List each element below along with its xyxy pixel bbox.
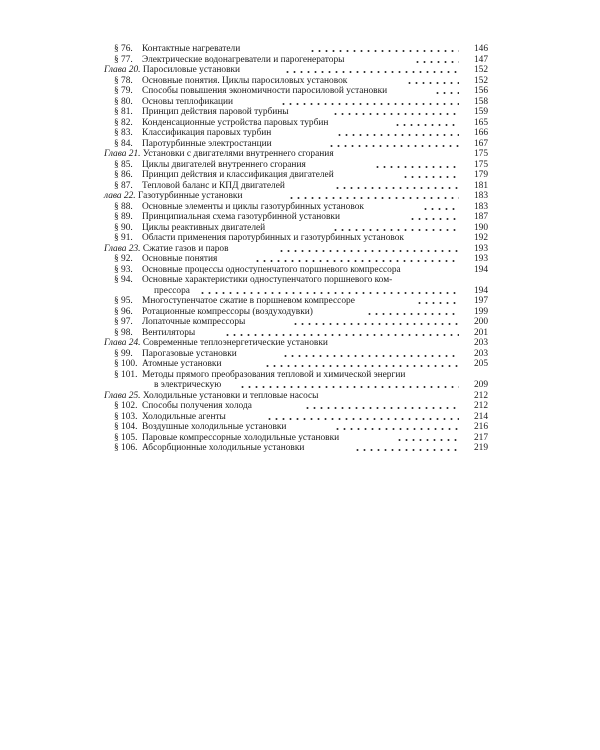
chapter-heading <box>104 391 318 402</box>
toc-section-entry <box>104 307 488 318</box>
section-title: Циклы реактивных двигателей <box>142 222 266 233</box>
page-number: 212 <box>473 401 488 411</box>
section-number: § 81. <box>114 107 133 117</box>
chapter-label: Глава 24. <box>104 338 141 348</box>
section-title: Вентиляторы <box>142 327 196 338</box>
page-number: 165 <box>473 117 488 128</box>
section-title: Паротурбинные электростанции <box>142 138 272 149</box>
page-number: 166 <box>473 128 488 138</box>
section-title-continuation: в электрическую <box>154 380 222 390</box>
toc-section-entry <box>104 265 488 276</box>
toc-section-entry <box>104 443 488 454</box>
chapter-heading <box>104 149 334 160</box>
dot-leader <box>328 145 459 147</box>
section-number: § 86. <box>114 170 133 180</box>
dot-leader <box>366 313 459 315</box>
page-number: 199 <box>473 306 488 317</box>
toc-section-entry <box>104 422 488 433</box>
toc-section-entry <box>104 370 488 391</box>
dot-leader <box>264 365 459 367</box>
toc-section-entry <box>104 317 488 328</box>
section-title: Основные понятия. Циклы паросиловых установок <box>142 75 348 86</box>
section-title: Основы теплофикации <box>142 96 234 107</box>
toc-section-entry <box>104 359 488 370</box>
dot-leader <box>280 103 459 105</box>
section-title: Основные элементы и циклы газотурбинных установок <box>142 201 364 212</box>
section-title: Циклы двигателей внутреннего сгорания <box>142 159 306 170</box>
dot-leader <box>284 71 459 73</box>
page-number: 193 <box>473 243 488 254</box>
dot-leader <box>402 176 459 178</box>
section-title: Паровые компрессорные холодильные установки <box>142 432 340 443</box>
dot-leader <box>282 355 459 357</box>
section-number: § 79. <box>114 86 133 96</box>
toc-section-entry <box>104 349 488 360</box>
section-number: § 94. <box>114 275 133 285</box>
toc-chapter-entry <box>104 191 488 202</box>
toc-section-entry <box>104 212 488 223</box>
page-number: 209 <box>473 380 488 390</box>
page-number: 147 <box>473 54 488 65</box>
page-number: 183 <box>473 201 488 212</box>
page-number: 194 <box>473 285 488 296</box>
chapter-title: Газотурбинные установки <box>135 191 243 201</box>
toc-chapter-entry <box>104 149 488 160</box>
dot-leader <box>288 197 459 199</box>
section-title: Воздушные холодильные установки <box>142 422 287 432</box>
page-number: 190 <box>473 222 488 233</box>
page-number: 193 <box>473 254 488 264</box>
page-number: 175 <box>473 149 488 159</box>
chapter-title: Холодильные установки и тепловые насосы <box>140 390 319 401</box>
section-number: § 89. <box>114 212 133 222</box>
section-number: § 77. <box>114 54 133 65</box>
chapter-title: Сжатие газов и паров <box>140 243 229 254</box>
page-number: 203 <box>473 348 488 359</box>
page-number: 216 <box>473 422 488 432</box>
section-title: Принцип действия паровой турбины <box>142 107 289 117</box>
section-number: § 80. <box>114 96 133 107</box>
section-number: § 90. <box>114 222 133 233</box>
chapter-title: Паросиловые установки <box>140 65 241 75</box>
toc-section-entry <box>104 223 488 234</box>
toc-section-entry <box>104 97 488 108</box>
chapter-title: Установки с двигателями внутреннего сгорания <box>140 149 334 159</box>
chapter-heading <box>104 65 240 76</box>
page-number: 205 <box>473 359 488 369</box>
page-number: 152 <box>473 75 488 86</box>
section-number: § 91. <box>114 233 133 243</box>
section-number: § 88. <box>114 201 133 212</box>
section-title: Основные процессы одноступенчатого поршневого компрессора <box>142 264 401 275</box>
section-title: Основные характеристики одноступенчатого поршневого ком- <box>142 275 393 285</box>
toc-section-entry <box>104 170 488 181</box>
chapter-label: лава 22. <box>104 191 136 201</box>
section-title: Способы повышения экономичности паросиловой установки <box>142 86 388 96</box>
dot-leader <box>394 124 459 126</box>
page-number: 183 <box>473 191 488 201</box>
page-number: 152 <box>473 65 488 75</box>
section-title: Конденсационные устройства паровых турбин <box>142 117 329 128</box>
page-number: 203 <box>473 338 488 348</box>
page-number: 192 <box>473 233 488 243</box>
page-number: 214 <box>473 411 488 422</box>
section-number: § 87. <box>114 180 133 191</box>
section-title: Методы прямого преобразования тепловой и химической энергии <box>142 369 406 380</box>
toc-chapter-entry <box>104 391 488 402</box>
toc-section-entry <box>104 118 488 129</box>
chapter-label: Глава 23. <box>104 243 141 254</box>
dot-leader <box>414 61 459 63</box>
chapter-label: Глава 25. <box>104 390 141 401</box>
section-title: Контактные нагреватели <box>142 44 241 54</box>
toc-section-entry <box>104 44 488 55</box>
section-number: § 93. <box>114 264 133 275</box>
section-title: Тепловой баланс и КПД двигателей <box>142 180 285 191</box>
page-number: 159 <box>473 107 488 117</box>
section-number: § 100. <box>114 359 138 369</box>
section-number: § 85. <box>114 159 133 170</box>
dot-leader <box>239 386 459 388</box>
dot-leader <box>422 208 459 210</box>
toc-section-entry <box>104 107 488 118</box>
dot-leader <box>292 323 459 325</box>
section-number: § 103. <box>114 411 138 422</box>
section-title: Абсорбционные холодильные установки <box>142 443 305 453</box>
table-of-contents <box>104 44 488 454</box>
toc-section-entry <box>104 401 488 412</box>
section-number: § 104. <box>114 422 138 432</box>
section-number: § 95. <box>114 296 133 306</box>
dot-leader <box>278 250 459 252</box>
chapter-heading <box>104 338 328 349</box>
dot-leader <box>224 334 459 336</box>
page-number: 187 <box>473 212 488 222</box>
page-number: 156 <box>473 86 488 96</box>
section-title: Принцип действия и классификация двигателей <box>142 170 334 180</box>
toc-section-entry <box>104 181 488 192</box>
dot-leader <box>266 418 459 420</box>
section-number: § 92. <box>114 254 133 264</box>
section-number: § 96. <box>114 306 133 317</box>
section-number: § 99. <box>114 348 133 359</box>
toc-chapter-entry <box>104 65 488 76</box>
dot-leader <box>332 229 459 231</box>
dot-leader <box>374 166 459 168</box>
dot-leader <box>434 92 459 94</box>
toc-section-entry <box>104 160 488 171</box>
page-number: 194 <box>473 264 488 275</box>
page-number: 158 <box>473 96 488 107</box>
page-number: 175 <box>473 159 488 170</box>
section-number: § 83. <box>114 128 133 138</box>
page-number: 212 <box>473 390 488 401</box>
section-number: § 84. <box>114 138 133 149</box>
toc-section-entry <box>104 328 488 339</box>
section-number: § 98. <box>114 327 133 338</box>
toc-chapter-entry <box>104 244 488 255</box>
dot-leader <box>332 113 459 115</box>
section-title-continuation: прессора <box>154 285 190 296</box>
toc-section-entry <box>104 128 488 139</box>
section-number: § 82. <box>114 117 133 128</box>
section-title: Электрические водонагреватели и парогенераторы <box>142 54 345 65</box>
dot-leader <box>396 439 459 441</box>
toc-section-entry <box>104 76 488 87</box>
toc-section-entry <box>104 275 488 296</box>
page-number: 146 <box>473 44 488 54</box>
section-number: § 102. <box>114 401 138 411</box>
section-title: Лопаточные компрессоры <box>142 317 246 327</box>
toc-section-entry <box>104 254 488 265</box>
chapter-heading <box>104 244 229 255</box>
dot-leader <box>199 292 459 294</box>
toc-section-entry <box>104 433 488 444</box>
dot-leader <box>334 428 459 430</box>
chapter-label: Глава 21. <box>104 149 141 159</box>
section-number: § 101. <box>114 369 138 380</box>
dot-leader <box>334 187 459 189</box>
dot-leader <box>406 82 459 84</box>
toc-section-entry <box>104 86 488 97</box>
section-title: Холодильные агенты <box>142 411 226 422</box>
page-number: 200 <box>473 317 488 327</box>
page-number: 217 <box>473 432 488 443</box>
section-title: Парогазовые установки <box>142 348 237 359</box>
section-number: § 97. <box>114 317 133 327</box>
section-title: Ротационные компрессоры (воздуходувки) <box>142 306 313 317</box>
section-title: Области применения паротурбинных и газотурбинных установок <box>142 233 404 243</box>
section-title: Многоступенчатое сжатие в поршневом компрессоре <box>142 296 355 306</box>
dot-leader <box>354 449 459 451</box>
chapter-title: Современные теплоэнергетические установки <box>140 338 328 348</box>
page-number: 179 <box>473 170 488 180</box>
page-number: 219 <box>473 443 488 453</box>
toc-section-entry <box>104 233 488 244</box>
section-title: Основные понятия <box>142 254 218 264</box>
section-title: Способы получения холода <box>142 401 252 411</box>
dot-leader <box>409 218 459 220</box>
chapter-label: Глава 20. <box>104 65 141 75</box>
page-number: 167 <box>473 138 488 149</box>
section-title: Принципиальная схема газотурбинной установки <box>142 212 340 222</box>
section-number: § 105. <box>114 432 138 443</box>
toc-section-entry <box>104 139 488 150</box>
toc-section-entry <box>104 296 488 307</box>
section-title: Атомные установки <box>142 359 222 369</box>
chapter-heading <box>104 191 242 202</box>
section-number: § 76. <box>114 44 133 54</box>
page-number: 201 <box>473 327 488 338</box>
toc-section-entry <box>104 202 488 213</box>
page-number: 197 <box>473 296 488 306</box>
section-number: § 106. <box>114 443 138 453</box>
dot-leader <box>254 260 459 262</box>
toc-section-entry <box>104 55 488 66</box>
dot-leader <box>304 407 459 409</box>
dot-leader <box>309 50 459 52</box>
page-number: 181 <box>473 180 488 191</box>
section-title: Классификация паровых турбин <box>142 128 272 138</box>
dot-leader <box>336 134 459 136</box>
toc-chapter-entry <box>104 338 488 349</box>
toc-section-entry <box>104 412 488 423</box>
section-number: § 78. <box>114 75 133 86</box>
dot-leader <box>416 302 459 304</box>
